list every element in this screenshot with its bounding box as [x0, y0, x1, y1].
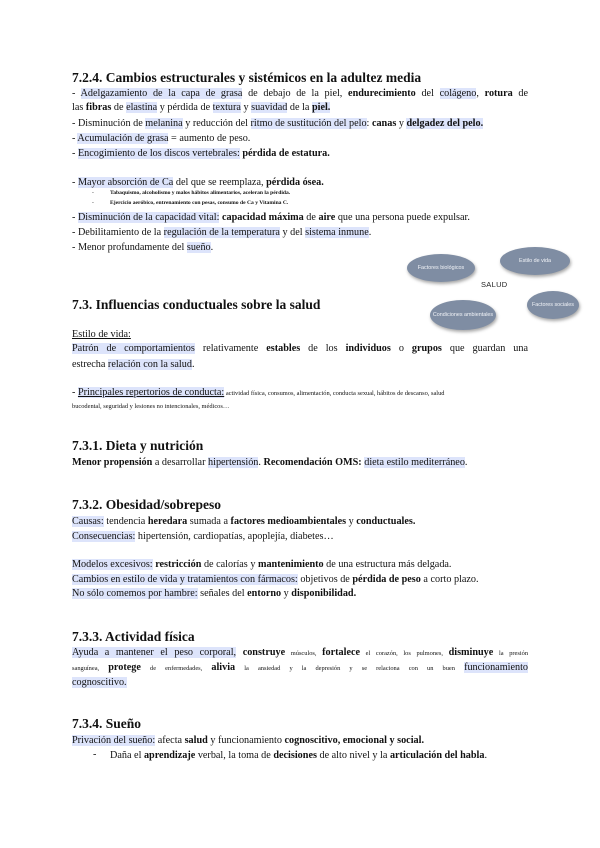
section-title-724: 7.2.4. Cambios estructurales y sistémicos en la adultez media: [72, 70, 422, 85]
section-title-731: 7.3.1. Dieta y nutrición: [72, 438, 204, 453]
lifestyle-def-2: estrecha relación con la salud.: [72, 359, 195, 370]
section-title-734: 7.3.4. Sueño: [72, 716, 142, 731]
line-sleep: - Menor profundamente del sueño.: [72, 242, 214, 253]
section-title-73: 7.3. Influencias conductuales sobre la salud: [72, 297, 321, 312]
activity-line-2: sanguínea, protege de enfermedades, alivia la ansiedad y la depresión y se relaciona con un buen funcionamiento: [72, 662, 528, 673]
sub-item-risk: - Tabaquismo, alcoholismo y malos hábitos alimentarios, aceleran la pérdida.: [110, 190, 290, 196]
line-vertebrae: - Encogimiento de los discos vertebrales: pérdida de estatura.: [72, 148, 330, 159]
activity-line-1: Ayuda a mantener el peso corporal, construye músculos, fortalece el corazón, los pulmones, disminuye la presión: [72, 647, 529, 658]
sub-item-prevention: - Ejercicio aeróbico, entrenamiento con pesas, consumo de Ca y Vitamina C.: [110, 200, 288, 206]
lifestyle-label: Estilo de vida:: [72, 329, 131, 340]
obesity-consequences: Consecuencias: hipertensión, cardiopatías, apoplejía, diabetes…: [72, 531, 334, 542]
bubble-social: Factores sociales: [527, 291, 579, 319]
obesity-treatment: Cambios en estilo de vida y tratamientos con fármacos: objetivos de pérdida de peso a corto plazo.: [72, 574, 479, 585]
obesity-hunger: No sólo comemos por hambre: señales del entorno y disponibilidad.: [72, 588, 357, 599]
section-title-732: 7.3.2. Obesidad/sobrepeso: [72, 497, 222, 512]
bubble-environmental: Condiciones ambientales: [430, 300, 496, 330]
repertoire-1: - Principales repertorios de conducta: actividad física, consumos, alimentación, conducta sexual, hábitos de descanso, salud: [72, 387, 445, 398]
line-temperature: - Debilitamiento de la regulación de la temperatura y del sistema inmune.: [72, 227, 372, 238]
obesity-models: Modelos excesivos: restricción de calorías y mantenimiento de una estructura más delgada.: [72, 559, 452, 570]
diet-line: Menor propensión a desarrollar hipertensión. Recomendación OMS: dieta estilo mediterráneo.: [72, 457, 468, 468]
sleep-line-2: Daña el aprendizaje verbal, la toma de decisiones de alto nivel y la articulación del habla.: [110, 750, 488, 761]
bubble-lifestyle: Estilo de vida: [500, 247, 570, 275]
health-center-label: SALUD: [481, 280, 508, 289]
obesity-causes: Causas: tendencia heredara sumada a factores medioambientales y conductuales.: [72, 516, 416, 527]
repertoire-2: bucodental, seguridad y lesiones no intencionales, médicos…: [72, 403, 230, 410]
line-capacity: - Disminución de la capacidad vital: capacidad máxima de aire que una persona puede expulsar.: [72, 212, 470, 223]
sleep-bullet-dash: -: [93, 749, 97, 760]
bubble-biological: Factores biológicos: [407, 254, 475, 282]
lifestyle-def-1: Patrón de comportamientos relativamente estables de los individuos o grupos que guardan una: [72, 343, 529, 354]
section-title-733: 7.3.3. Actividad física: [72, 629, 195, 644]
line-fat: - Acumulación de grasa = aumento de peso.: [72, 133, 251, 144]
line-skin-2: las fibras de elastina y pérdida de textura y suavidad de la piel.: [72, 102, 331, 113]
sleep-line-1: Privación del sueño: afecta salud y funcionamiento cognoscitivo, emocional y social.: [72, 735, 424, 746]
line-bone: - Mayor absorción de Ca del que se reemplaza, pérdida ósea.: [72, 177, 324, 188]
activity-line-3: cognoscitivo.: [72, 677, 127, 688]
line-skin-1: - Adelgazamiento de la capa de grasa de debajo de la piel, endurecimiento del colágeno, rotura de: [72, 88, 529, 99]
line-hair: - Disminución de melanina y reducción del ritmo de sustitución del pelo: canas y delgadez del pelo.: [72, 118, 484, 129]
